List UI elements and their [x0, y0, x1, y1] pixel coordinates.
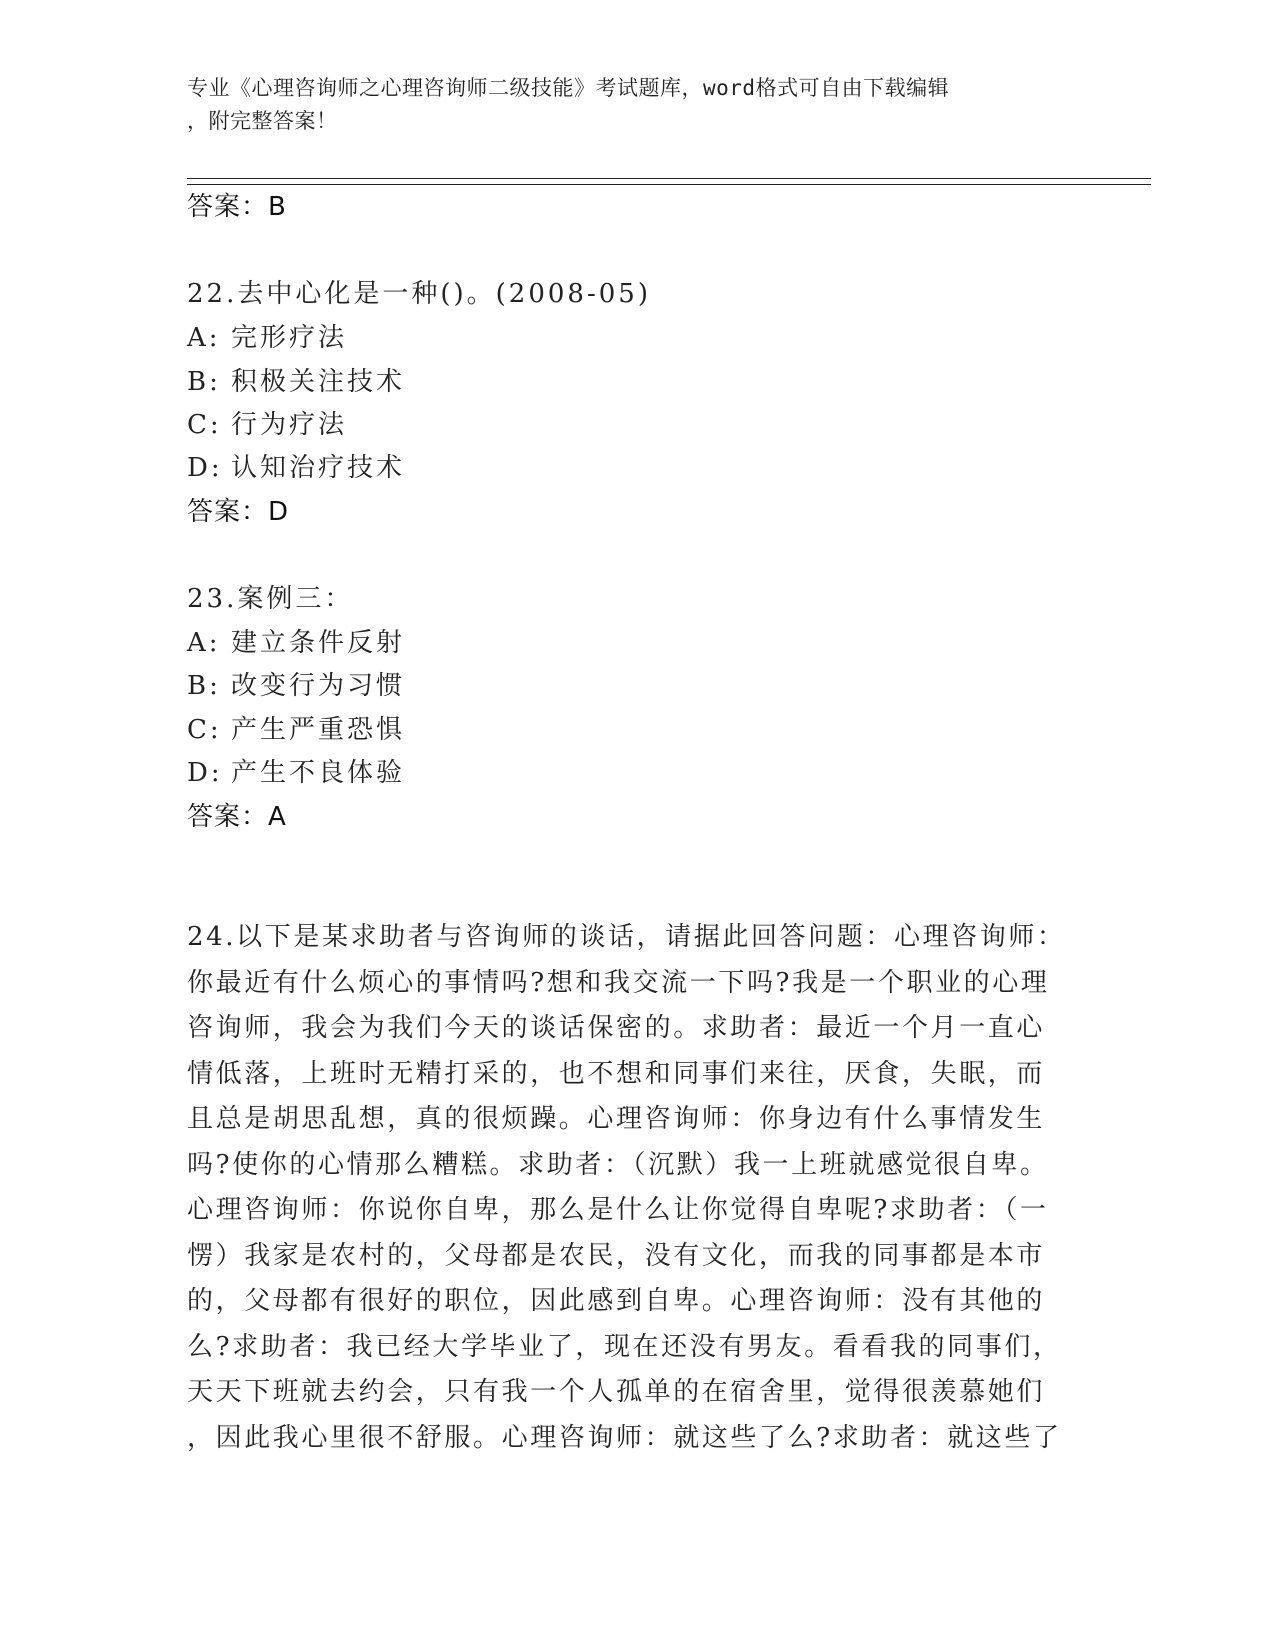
option-text: 认知治疗技术: [231, 453, 406, 483]
answer-22: 答案：D: [187, 497, 290, 527]
question-24-paragraph: [187, 915, 1087, 1461]
paragraph-line: 天天下班就去约会，只有我一个人孤单的在宿舍里，觉得很羡慕她们: [187, 1377, 1046, 1407]
paragraph-line: 心理咨询师：你说你自卑，那么是什么让你觉得自卑呢?求助者：（一: [187, 1195, 1049, 1225]
question-22-stem: 22.去中心化是一种()。(2008-05): [187, 279, 651, 309]
option-text: 完形疗法: [231, 323, 348, 353]
question-23-option-c: [187, 709, 405, 746]
paragraph-line: 情低落，上班时无精打采的，也不想和同事们来往，厌食，失眠，而: [187, 1058, 1046, 1089]
option-letter: B:: [187, 671, 221, 701]
option-letter: A:: [187, 323, 221, 353]
option-text: 积极关注技术: [231, 367, 406, 397]
paragraph-line: 愣）我家是农村的，父母都是农民，没有文化，而我的同事都是本市: [187, 1240, 1046, 1271]
option-letter: B:: [187, 367, 221, 397]
answer-21: 答案：B: [187, 192, 287, 222]
paragraph-line: 吗?使你的心情那么糟糕。求助者：（沉默）我一上班就感觉很自卑。: [187, 1149, 1049, 1180]
paragraph-line: 的，父母都有很好的职位，因此感到自卑。心理咨询师：没有其他的: [187, 1286, 1046, 1316]
option-letter: C:: [187, 715, 222, 745]
question-23-option-b: [187, 665, 405, 702]
question-23-option-a: [187, 622, 405, 659]
paragraph-line: 么?求助者：我已经大学毕业了，现在还没有男友。看看我的同事们，: [187, 1331, 1062, 1362]
option-text: 产生严重恐惧: [231, 715, 406, 745]
question-22-option-d: [187, 447, 405, 484]
option-letter: A:: [187, 628, 221, 658]
option-letter: D:: [187, 453, 223, 483]
paragraph-line: 你最近有什么烦心的事情吗?想和我交流一下吗?我是一个职业的心理: [187, 967, 1050, 998]
answer-23: 答案：A: [187, 802, 287, 832]
paragraph-line: ，因此我心里很不舒服。心理咨询师：就这些了么?求助者：就这些了: [187, 1422, 1062, 1453]
option-text: 产生不良体验: [231, 758, 406, 788]
document-header: [187, 72, 1087, 138]
paragraph-line: 咨询师，我会为我们今天的谈话保密的。求助者：最近一个月一直心: [187, 1013, 1046, 1043]
option-text: 行为疗法: [231, 410, 348, 440]
question-23-stem: 23.案例三：: [187, 584, 354, 614]
question-22-option-b: [187, 361, 405, 398]
paragraph-line: 且总是胡思乱想，真的很烦躁。心理咨询师：你身边有什么事情发生: [187, 1104, 1046, 1134]
question-23-option-d: [187, 752, 405, 789]
question-22-option-a: [187, 317, 347, 354]
option-text: 建立条件反射: [231, 628, 406, 658]
header-line-2: ，附完整答案！: [187, 109, 338, 133]
option-text: 改变行为习惯: [231, 671, 406, 701]
option-letter: C:: [187, 410, 222, 440]
paragraph-line: 24.以下是某求助者与咨询师的谈话，请据此回答问题：心理咨询师：: [187, 922, 1066, 952]
header-line-1: 专业《心理咨询师之心理咨询师二级技能》考试题库，word格式可自由下载编辑: [187, 76, 950, 100]
header-rule-bottom: [187, 184, 1151, 185]
header-rule-top: [187, 178, 1151, 179]
option-letter: D:: [187, 758, 223, 788]
question-22-option-c: [187, 404, 347, 441]
